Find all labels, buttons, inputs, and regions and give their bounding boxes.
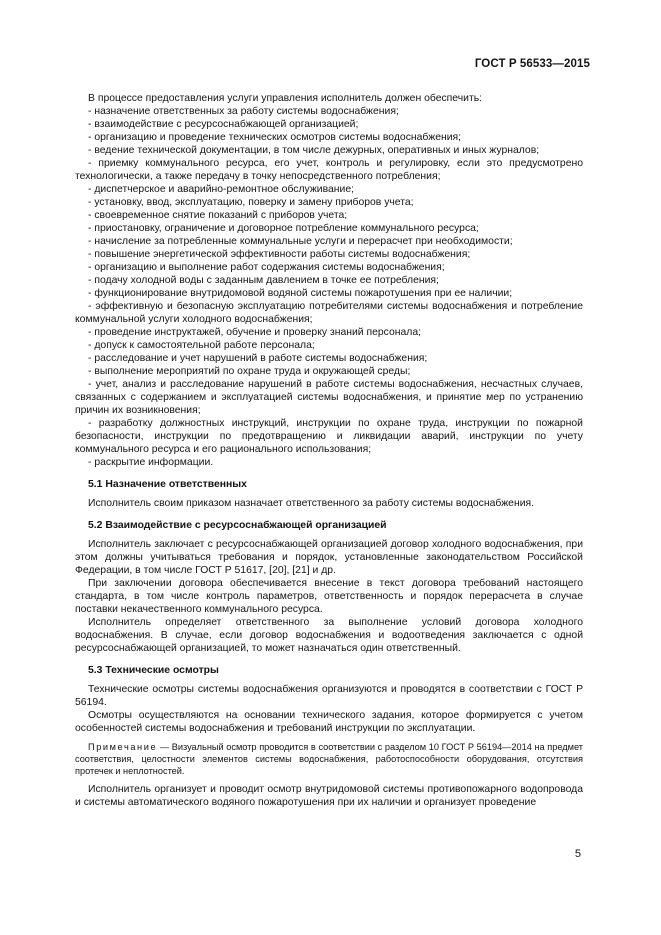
list-item: - приемку коммунального ресурса, его учет, контроль и регулировку, если это предусмотрено технологически, а также передачу в точку непосредственного потребления; [75, 158, 583, 182]
section-5-1-heading: 5.1 Назначение ответственных [88, 479, 247, 490]
list-item: - подачу холодной воды с заданным давлением в точке ее потребления; [88, 275, 439, 286]
list-item: - проведение инструктажей, обучение и проверку знаний персонала; [88, 327, 421, 338]
intro-paragraph: В процессе предоставления услуги управления исполнитель должен обеспечить: [88, 93, 483, 104]
section-5-3-paragraph: Технические осмотры системы водоснабжения организуются и проводятся в соответствии с ГОСТ Р 56194. [75, 684, 583, 708]
list-item: - расследование и учет нарушений в работе системы водоснабжения; [88, 353, 428, 364]
list-item: - начисление за потребленные коммунальные услуги и перерасчет при необходимости; [88, 236, 513, 247]
section-5-3-heading: 5.3 Технические осмотры [88, 665, 219, 676]
note [75, 741, 583, 777]
list-item: - диспетчерское и аварийно-ремонтное обслуживание; [88, 184, 355, 195]
list-item: - повышение энергетической эффективности работы системы водоснабжения; [88, 249, 471, 260]
section-5-2-paragraph: Исполнитель определяет ответственного за выполнение условий договора холодного водоснабжения. В случае, если договор водоснабжения и водоотведения заключается с одной ресурсоснабжающей организацией, то может назначаться один ответственный. [75, 617, 583, 654]
list-item: - организацию и выполнение работ содержания системы водоснабжения; [88, 262, 445, 273]
section-5-3-paragraph: Исполнитель организует и проводит осмотр внутридомовой системы противопожарного водопровода и системы автоматического водяного пожаротушения при их наличии и организует проведение [75, 784, 583, 808]
list-item: - раскрытие информации. [88, 457, 214, 468]
list-item: - эффективную и безопасную эксплуатацию потребителями системы водоснабжения и потребление коммунальной услуги холодного водоснабжения; [75, 301, 583, 325]
section-5-1-text: Исполнитель своим приказом назначает ответственного за работу системы водоснабжения. [88, 498, 535, 509]
document-body [75, 92, 583, 809]
section-5-2-paragraph: Исполнитель заключает с ресурсоснабжающей организацией договор холодного водоснабжения, при этом должны учитываться требования и порядок, установленные законодательством Российской Федерации, в том числе ГОСТ Р 51617, [20], [21] и др. [75, 539, 583, 576]
section-5-2-heading: 5.2 Взаимодействие с ресурсоснабжающей организацией [88, 520, 387, 531]
standard-designation: ГОСТ Р 56533—2015 [474, 58, 590, 70]
page-number: 5 [574, 848, 581, 860]
list-item: - взаимодействие с ресурсоснабжающей организацией; [88, 119, 359, 130]
list-item: - выполнение мероприятий по охране труда и окружающей среды; [88, 366, 411, 377]
requirements-list [75, 105, 583, 469]
note-text: — Визуальный осмотр проводится в соответствии с разделом 10 ГОСТ Р 56194—2014 на предмет соответствия, целостности элементов системы водоснабжения, работоспособности оборудования, отсутствия протечек и неплотностей. [75, 742, 583, 776]
list-item: - разработку должностных инструкций, инструкции по охране труда, инструкции по пожарной безопасности, инструкции по предотвращению и ликвидации аварий, инструкции по учету коммунального ресурса и его рационального использования; [75, 418, 583, 455]
list-item: - допуск к самостоятельной работе персонала; [88, 340, 315, 351]
list-item: - приостановку, ограничение и договорное потребление коммунального ресурса; [88, 223, 479, 234]
section-5-2-paragraph: При заключении договора обеспечивается внесение в текст договора требований настоящего стандарта, в том числе контроль параметров, ответственность и порядок перерасчета в случае поставки некачественного коммунального ресурса. [75, 578, 583, 615]
list-item: - своевременное снятие показаний с приборов учета; [88, 210, 348, 221]
note-label: Примечание [88, 742, 158, 752]
list-item: - функционирование внутридомовой водяной системы пожаротушения при ее наличии; [88, 288, 513, 299]
list-item: - назначение ответственных за работу системы водоснабжения; [88, 106, 399, 117]
list-item: - организацию и проведение технических осмотров системы водоснабжения; [88, 132, 462, 143]
list-item: - ведение технической документации, в том числе дежурных, оперативных и иных журналов; [88, 145, 540, 156]
section-5-3-paragraph: Осмотры осуществляются на основании технического задания, которое формируется с учетом особенностей системы водоснабжения и требований инструкции по эксплуатации. [75, 710, 583, 734]
list-item: - учет, анализ и расследование нарушений в работе системы водоснабжения, несчастных случаев, связанных с содержанием и эксплуатацией системы водоснабжения, и принятие мер по устранению причин их возникновения; [75, 379, 583, 416]
list-item: - установку, ввод, эксплуатацию, поверку и замену приборов учета; [88, 197, 414, 208]
